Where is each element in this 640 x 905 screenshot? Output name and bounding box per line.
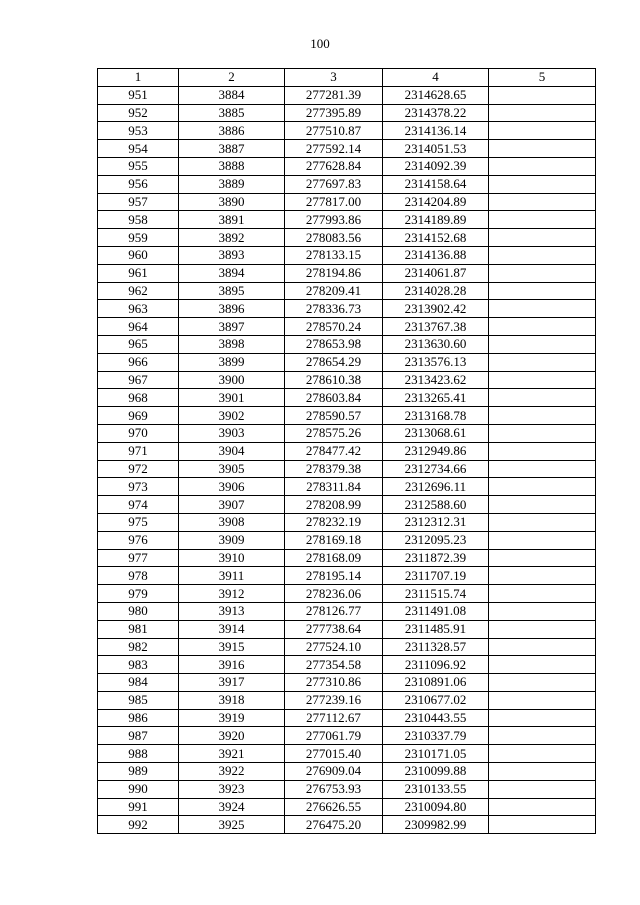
table-cell-col-2: 3925 (179, 816, 285, 834)
table-cell-col-1: 984 (98, 674, 179, 692)
column-header-3: 3 (285, 69, 383, 87)
table-cell-col-1: 955 (98, 157, 179, 175)
table-cell-col-5 (489, 193, 596, 211)
table-row (98, 335, 596, 353)
table-cell-col-5 (489, 798, 596, 816)
table-cell-col-4: 2314136.88 (383, 246, 489, 264)
table-cell-col-4: 2314051.53 (383, 140, 489, 158)
table-cell-col-1: 980 (98, 602, 179, 620)
table-cell-col-2: 3902 (179, 407, 285, 425)
table-cell-col-3: 278590.57 (285, 407, 383, 425)
table-row (98, 122, 596, 140)
table-cell-col-4: 2314158.64 (383, 175, 489, 193)
table-cell-col-4: 2313265.41 (383, 389, 489, 407)
table-row (98, 513, 596, 531)
table-cell-col-2: 3919 (179, 709, 285, 727)
table-cell-col-2: 3886 (179, 122, 285, 140)
table-cell-col-4: 2314028.28 (383, 282, 489, 300)
table-cell-col-2: 3891 (179, 211, 285, 229)
table-cell-col-3: 278236.06 (285, 585, 383, 603)
table-cell-col-5 (489, 211, 596, 229)
table-cell-col-3: 277592.14 (285, 140, 383, 158)
table-cell-col-5 (489, 745, 596, 763)
table-cell-col-1: 961 (98, 264, 179, 282)
table-cell-col-1: 989 (98, 763, 179, 781)
table-cell-col-3: 277628.84 (285, 157, 383, 175)
table-cell-col-1: 972 (98, 460, 179, 478)
table-cell-col-3: 278610.38 (285, 371, 383, 389)
table-cell-col-4: 2313576.13 (383, 353, 489, 371)
table-cell-col-5 (489, 318, 596, 336)
table-cell-col-3: 278169.18 (285, 531, 383, 549)
table-cell-col-1: 978 (98, 567, 179, 585)
table-cell-col-1: 987 (98, 727, 179, 745)
table-cell-col-4: 2312312.31 (383, 513, 489, 531)
table-cell-col-2: 3903 (179, 424, 285, 442)
table-cell-col-3: 276475.20 (285, 816, 383, 834)
table-row (98, 496, 596, 514)
table-cell-col-2: 3905 (179, 460, 285, 478)
table-cell-col-1: 971 (98, 442, 179, 460)
table-cell-col-5 (489, 104, 596, 122)
table-cell-col-3: 278336.73 (285, 300, 383, 318)
table-cell-col-1: 983 (98, 656, 179, 674)
coordinates-table (97, 68, 596, 834)
table-cell-col-5 (489, 549, 596, 567)
table-cell-col-5 (489, 389, 596, 407)
table-row (98, 585, 596, 603)
page-number: 100 (310, 36, 330, 51)
table-cell-col-4: 2312588.60 (383, 496, 489, 514)
table-cell-col-5 (489, 300, 596, 318)
table-cell-col-3: 276909.04 (285, 763, 383, 781)
table-cell-col-2: 3917 (179, 674, 285, 692)
table-cell-col-3: 278570.24 (285, 318, 383, 336)
table-cell-col-5 (489, 727, 596, 745)
table-cell-col-5 (489, 763, 596, 781)
table-row (98, 709, 596, 727)
table-cell-col-4: 2313630.60 (383, 335, 489, 353)
table-cell-col-2: 3912 (179, 585, 285, 603)
table-cell-col-4: 2313423.62 (383, 371, 489, 389)
table-cell-col-4: 2312696.11 (383, 478, 489, 496)
table-row (98, 460, 596, 478)
table-cell-col-2: 3921 (179, 745, 285, 763)
table-cell-col-1: 967 (98, 371, 179, 389)
table-cell-col-2: 3898 (179, 335, 285, 353)
table-row (98, 798, 596, 816)
table-row (98, 531, 596, 549)
table-cell-col-5 (489, 442, 596, 460)
table-row (98, 478, 596, 496)
table-cell-col-2: 3889 (179, 175, 285, 193)
table-cell-col-4: 2311328.57 (383, 638, 489, 656)
table-cell-col-3: 277239.16 (285, 691, 383, 709)
table-cell-col-3: 278575.26 (285, 424, 383, 442)
table-cell-col-3: 277310.86 (285, 674, 383, 692)
table-cell-col-4: 2314628.65 (383, 86, 489, 104)
table-cell-col-1: 976 (98, 531, 179, 549)
table-cell-col-2: 3904 (179, 442, 285, 460)
table-cell-col-5 (489, 246, 596, 264)
column-header-2: 2 (179, 69, 285, 87)
column-header-4: 4 (383, 69, 489, 87)
table-cell-col-4: 2314378.22 (383, 104, 489, 122)
table-cell-col-3: 277738.64 (285, 620, 383, 638)
table-cell-col-5 (489, 620, 596, 638)
table-cell-col-5 (489, 460, 596, 478)
table-row (98, 656, 596, 674)
table-cell-col-5 (489, 691, 596, 709)
table-cell-col-3: 276626.55 (285, 798, 383, 816)
table-row (98, 691, 596, 709)
table-cell-col-2: 3887 (179, 140, 285, 158)
table-cell-col-5 (489, 478, 596, 496)
table-cell-col-3: 277697.83 (285, 175, 383, 193)
table-row (98, 407, 596, 425)
table-cell-col-4: 2311485.91 (383, 620, 489, 638)
table-cell-col-3: 277354.58 (285, 656, 383, 674)
table-cell-col-4: 2310133.55 (383, 780, 489, 798)
table-cell-col-2: 3900 (179, 371, 285, 389)
table-cell-col-1: 990 (98, 780, 179, 798)
table-cell-col-5 (489, 709, 596, 727)
table-row (98, 211, 596, 229)
table-cell-col-5 (489, 407, 596, 425)
table-cell-col-3: 277112.67 (285, 709, 383, 727)
table-cell-col-2: 3895 (179, 282, 285, 300)
table-cell-col-1: 959 (98, 229, 179, 247)
table-cell-col-2: 3885 (179, 104, 285, 122)
table-cell-col-1: 957 (98, 193, 179, 211)
table-cell-col-5 (489, 86, 596, 104)
table-row (98, 816, 596, 834)
table-cell-col-3: 277015.40 (285, 745, 383, 763)
table-cell-col-2: 3916 (179, 656, 285, 674)
table-cell-col-1: 982 (98, 638, 179, 656)
table-cell-col-2: 3901 (179, 389, 285, 407)
table-row (98, 567, 596, 585)
table-cell-col-5 (489, 656, 596, 674)
table-cell-col-1: 968 (98, 389, 179, 407)
table-cell-col-4: 2311096.92 (383, 656, 489, 674)
table-cell-col-5 (489, 282, 596, 300)
table-cell-col-3: 278195.14 (285, 567, 383, 585)
table-cell-col-2: 3893 (179, 246, 285, 264)
table-cell-col-4: 2311707.19 (383, 567, 489, 585)
table-cell-col-1: 981 (98, 620, 179, 638)
table-cell-col-4: 2310337.79 (383, 727, 489, 745)
table-cell-col-3: 277817.00 (285, 193, 383, 211)
table-row (98, 353, 596, 371)
table-cell-col-1: 977 (98, 549, 179, 567)
table-cell-col-3: 278603.84 (285, 389, 383, 407)
table-cell-col-3: 277993.86 (285, 211, 383, 229)
table-cell-col-1: 966 (98, 353, 179, 371)
table-row (98, 602, 596, 620)
table-row (98, 282, 596, 300)
table-row (98, 745, 596, 763)
table-cell-col-2: 3911 (179, 567, 285, 585)
table-cell-col-4: 2312949.86 (383, 442, 489, 460)
table-cell-col-5 (489, 371, 596, 389)
table-cell-col-2: 3909 (179, 531, 285, 549)
table-cell-col-4: 2310099.88 (383, 763, 489, 781)
table-cell-col-3: 278477.42 (285, 442, 383, 460)
table-cell-col-4: 2314092.39 (383, 157, 489, 175)
table-row (98, 318, 596, 336)
table-cell-col-2: 3924 (179, 798, 285, 816)
table-cell-col-5 (489, 602, 596, 620)
table-row (98, 140, 596, 158)
table-row (98, 246, 596, 264)
table-cell-col-3: 278168.09 (285, 549, 383, 567)
table-cell-col-4: 2314061.87 (383, 264, 489, 282)
table-cell-col-3: 276753.93 (285, 780, 383, 798)
table-cell-col-4: 2314189.89 (383, 211, 489, 229)
table-row (98, 424, 596, 442)
table-cell-col-3: 277061.79 (285, 727, 383, 745)
table-cell-col-3: 278208.99 (285, 496, 383, 514)
table-cell-col-3: 278654.29 (285, 353, 383, 371)
table-cell-col-5 (489, 264, 596, 282)
table-cell-col-2: 3892 (179, 229, 285, 247)
table-cell-col-2: 3884 (179, 86, 285, 104)
table-row (98, 780, 596, 798)
table-cell-col-3: 277281.39 (285, 86, 383, 104)
table-cell-col-5 (489, 638, 596, 656)
table-cell-col-5 (489, 157, 596, 175)
table-cell-col-3: 278379.38 (285, 460, 383, 478)
table-cell-col-2: 3896 (179, 300, 285, 318)
table-cell-col-3: 277510.87 (285, 122, 383, 140)
table-cell-col-4: 2313902.42 (383, 300, 489, 318)
table-cell-col-5 (489, 567, 596, 585)
table-cell-col-2: 3913 (179, 602, 285, 620)
table-cell-col-4: 2313767.38 (383, 318, 489, 336)
table-row (98, 763, 596, 781)
table-cell-col-1: 986 (98, 709, 179, 727)
table-row (98, 157, 596, 175)
table-cell-col-1: 953 (98, 122, 179, 140)
table-row (98, 175, 596, 193)
table-row (98, 300, 596, 318)
table-cell-col-1: 963 (98, 300, 179, 318)
table-cell-col-4: 2310443.55 (383, 709, 489, 727)
table-cell-col-3: 277524.10 (285, 638, 383, 656)
table-cell-col-1: 954 (98, 140, 179, 158)
table-cell-col-5 (489, 175, 596, 193)
table-row (98, 264, 596, 282)
table-cell-col-2: 3890 (179, 193, 285, 211)
table-cell-col-4: 2313168.78 (383, 407, 489, 425)
table-cell-col-1: 962 (98, 282, 179, 300)
table-cell-col-1: 951 (98, 86, 179, 104)
table-row (98, 193, 596, 211)
table-cell-col-4: 2311515.74 (383, 585, 489, 603)
table-cell-col-4: 2314136.14 (383, 122, 489, 140)
table-cell-col-4: 2311872.39 (383, 549, 489, 567)
table-cell-col-1: 952 (98, 104, 179, 122)
table-header-row (98, 69, 596, 87)
table-cell-col-1: 960 (98, 246, 179, 264)
table-cell-col-5 (489, 140, 596, 158)
table-row (98, 389, 596, 407)
table-cell-col-3: 278083.56 (285, 229, 383, 247)
table-cell-col-5 (489, 229, 596, 247)
table-cell-col-5 (489, 531, 596, 549)
table-cell-col-5 (489, 424, 596, 442)
table-row (98, 620, 596, 638)
table-cell-col-5 (489, 816, 596, 834)
table-cell-col-2: 3906 (179, 478, 285, 496)
table-cell-col-5 (489, 674, 596, 692)
table-cell-col-4: 2310171.05 (383, 745, 489, 763)
table-cell-col-2: 3910 (179, 549, 285, 567)
table-cell-col-2: 3907 (179, 496, 285, 514)
table-cell-col-4: 2310094.80 (383, 798, 489, 816)
table-cell-col-3: 277395.89 (285, 104, 383, 122)
table-cell-col-5 (489, 513, 596, 531)
table-cell-col-3: 278126.77 (285, 602, 383, 620)
table-row (98, 638, 596, 656)
table-cell-col-5 (489, 335, 596, 353)
table-cell-col-3: 278653.98 (285, 335, 383, 353)
table-body (98, 86, 596, 833)
table-cell-col-2: 3888 (179, 157, 285, 175)
table-cell-col-5 (489, 585, 596, 603)
table-cell-col-3: 278209.41 (285, 282, 383, 300)
table-row (98, 674, 596, 692)
table-cell-col-3: 278311.84 (285, 478, 383, 496)
table-cell-col-4: 2314204.89 (383, 193, 489, 211)
table-cell-col-2: 3922 (179, 763, 285, 781)
table-cell-col-2: 3894 (179, 264, 285, 282)
table-cell-col-2: 3908 (179, 513, 285, 531)
table-cell-col-2: 3920 (179, 727, 285, 745)
column-header-5: 5 (489, 69, 596, 87)
table-cell-col-2: 3899 (179, 353, 285, 371)
table-cell-col-4: 2310891.06 (383, 674, 489, 692)
table-cell-col-2: 3923 (179, 780, 285, 798)
table-cell-col-1: 956 (98, 175, 179, 193)
table-cell-col-2: 3915 (179, 638, 285, 656)
column-header-1: 1 (98, 69, 179, 87)
table-cell-col-2: 3914 (179, 620, 285, 638)
table-cell-col-4: 2314152.68 (383, 229, 489, 247)
table-cell-col-5 (489, 122, 596, 140)
table-cell-col-1: 965 (98, 335, 179, 353)
table-cell-col-3: 278133.15 (285, 246, 383, 264)
table-row (98, 442, 596, 460)
table-cell-col-5 (489, 353, 596, 371)
table-cell-col-1: 975 (98, 513, 179, 531)
table-cell-col-4: 2310677.02 (383, 691, 489, 709)
table-cell-col-1: 974 (98, 496, 179, 514)
table-cell-col-3: 278194.86 (285, 264, 383, 282)
table-cell-col-1: 964 (98, 318, 179, 336)
table-cell-col-1: 973 (98, 478, 179, 496)
table-cell-col-4: 2312095.23 (383, 531, 489, 549)
table-cell-col-1: 992 (98, 816, 179, 834)
table-cell-col-1: 979 (98, 585, 179, 603)
table-cell-col-1: 958 (98, 211, 179, 229)
table-cell-col-1: 969 (98, 407, 179, 425)
table-row (98, 86, 596, 104)
table-cell-col-1: 988 (98, 745, 179, 763)
table-row (98, 104, 596, 122)
table-cell-col-1: 991 (98, 798, 179, 816)
table-cell-col-4: 2309982.99 (383, 816, 489, 834)
table-row (98, 229, 596, 247)
table-row (98, 549, 596, 567)
table-cell-col-5 (489, 780, 596, 798)
table-row (98, 371, 596, 389)
table-cell-col-4: 2312734.66 (383, 460, 489, 478)
table-cell-col-3: 278232.19 (285, 513, 383, 531)
table-cell-col-4: 2311491.08 (383, 602, 489, 620)
table-cell-col-2: 3918 (179, 691, 285, 709)
table-cell-col-5 (489, 496, 596, 514)
table-cell-col-1: 985 (98, 691, 179, 709)
table-row (98, 727, 596, 745)
table-cell-col-2: 3897 (179, 318, 285, 336)
table-cell-col-1: 970 (98, 424, 179, 442)
table-cell-col-4: 2313068.61 (383, 424, 489, 442)
